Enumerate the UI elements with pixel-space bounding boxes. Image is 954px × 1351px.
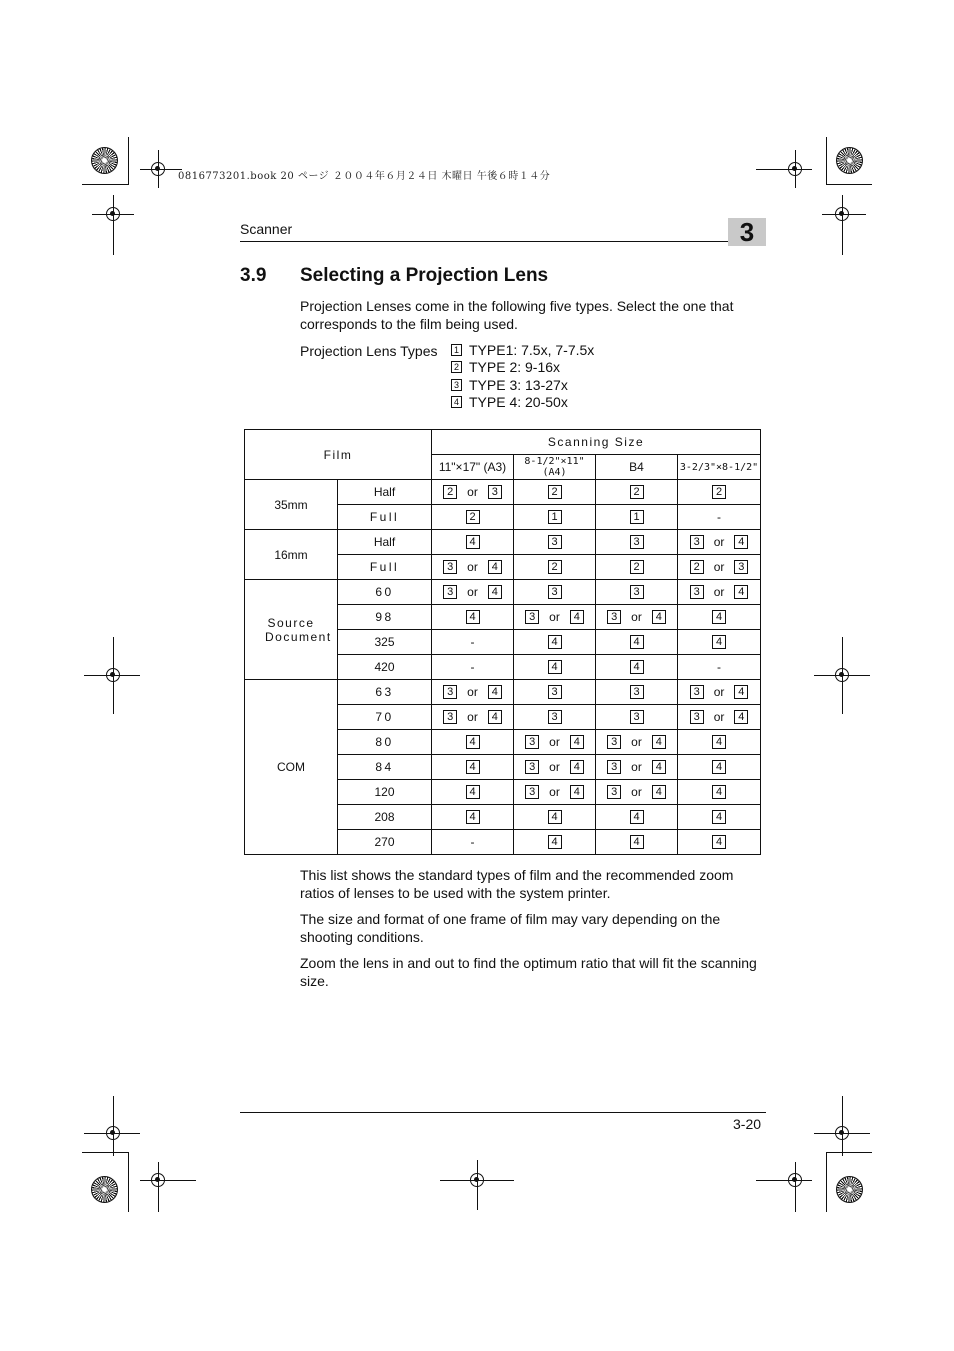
chapter-badge: 3: [728, 218, 766, 246]
lens-type-key: 3: [548, 535, 562, 549]
lens-cell: [596, 730, 678, 755]
lens-type-key: 4: [466, 610, 480, 624]
header-rule: [240, 241, 766, 242]
lens-type-key: 3: [525, 735, 539, 749]
lens-type-key: 4: [734, 535, 748, 549]
lens-cell: [596, 480, 678, 505]
lens-cell: [596, 530, 678, 555]
lens-cell: [596, 580, 678, 605]
lens-cell: [514, 655, 596, 680]
lens-cell: [596, 755, 678, 780]
lens-type-key: 3: [525, 610, 539, 624]
lens-type-item: [451, 376, 594, 394]
lens-type-key: 4: [712, 785, 726, 799]
lens-selection-table: [244, 429, 761, 855]
lens-cell: [432, 555, 514, 580]
film-subtype-label: 84: [338, 755, 432, 780]
lens-type-key: 4: [734, 585, 748, 599]
lens-type-key: 3: [443, 685, 457, 699]
running-head: Scanner: [240, 221, 293, 237]
lens-cell: [514, 705, 596, 730]
lens-cell: [678, 755, 761, 780]
lens-cell: [514, 580, 596, 605]
lens-cell: -: [432, 830, 514, 855]
lens-type-key: 3: [607, 785, 621, 799]
or-text: or: [713, 685, 725, 700]
lens-cell: [678, 580, 761, 605]
lens-cell: [432, 730, 514, 755]
lens-type-key: 3: [548, 585, 562, 599]
lens-cell: [432, 780, 514, 805]
film-subtype-label: 325: [338, 630, 432, 655]
lens-cell: [432, 505, 514, 530]
lens-type-key: 4: [466, 810, 480, 824]
lens-cell: [432, 680, 514, 705]
lens-cell: [514, 730, 596, 755]
registration-sunburst-icon: [836, 147, 863, 174]
or-text: or: [713, 560, 725, 575]
lens-type-key: 4: [466, 785, 480, 799]
lens-type-item: [451, 394, 594, 412]
lens-type-key: 4: [630, 835, 644, 849]
lens-type-key: 4: [466, 535, 480, 549]
lens-type-key: 2: [712, 485, 726, 499]
table-row: [245, 530, 761, 555]
registration-sunburst-icon: [91, 1176, 118, 1203]
film-subtype-label: Full: [338, 505, 432, 530]
intro-paragraph: Projection Lenses come in the following five types. Select the one that corresponds to the film being used.: [300, 298, 734, 332]
or-text: or: [549, 735, 560, 750]
film-subtype-label: Half: [338, 480, 432, 505]
lens-cell: [596, 780, 678, 805]
lens-type-key: 3: [525, 760, 539, 774]
lens-type-key: 4: [734, 685, 748, 699]
lens-type-key: 4: [630, 635, 644, 649]
or-text: or: [467, 560, 478, 575]
lens-type-text: TYPE1: 7.5x, 7-7.5x: [469, 341, 595, 358]
or-text: or: [631, 735, 642, 750]
lens-cell: -: [432, 630, 514, 655]
lens-cell: -: [678, 655, 761, 680]
lens-type-key: 4: [734, 710, 748, 724]
lens-cell: [678, 730, 761, 755]
lens-type-key: 1: [630, 510, 644, 524]
lens-cell: [514, 605, 596, 630]
lens-cell: [678, 780, 761, 805]
lens-type-key: 3: [525, 785, 539, 799]
or-text: or: [467, 685, 478, 700]
film-header: Film: [245, 430, 432, 480]
lens-cell: [432, 530, 514, 555]
lens-type-key: 4: [712, 735, 726, 749]
lens-cell: [514, 830, 596, 855]
lens-cell: [678, 555, 761, 580]
or-text: or: [713, 710, 725, 725]
section-number: 3.9: [240, 265, 267, 286]
lens-type-key: 1: [451, 344, 462, 356]
lens-cell: [678, 530, 761, 555]
lens-cell: [432, 705, 514, 730]
lens-type-key: 4: [488, 685, 502, 699]
film-subtype-label: 208: [338, 805, 432, 830]
page-number: 3-20: [733, 1116, 762, 1132]
lens-type-item: [451, 341, 594, 359]
lens-type-key: 4: [712, 760, 726, 774]
lens-cell: [514, 530, 596, 555]
lens-type-key: 3: [630, 710, 644, 724]
lens-cell: -: [432, 655, 514, 680]
scanning-size-header: Scanning Size: [432, 430, 761, 455]
lens-cell: [432, 480, 514, 505]
lens-cell: [514, 630, 596, 655]
lens-type-key: 4: [652, 610, 666, 624]
lens-cell: [678, 805, 761, 830]
or-text: or: [549, 785, 560, 800]
film-subtype-label: 270: [338, 830, 432, 855]
lens-cell: [678, 705, 761, 730]
film-subtype-label: 63: [338, 680, 432, 705]
lens-cell: [596, 555, 678, 580]
lens-cell: [432, 580, 514, 605]
film-subtype-label: 120: [338, 780, 432, 805]
lens-cell: [514, 555, 596, 580]
lens-type-key: 3: [548, 685, 562, 699]
or-text: or: [631, 610, 642, 625]
size-column-header: 3-2/3"×8-1/2": [678, 455, 761, 480]
lens-types-list: [451, 341, 594, 411]
lens-type-key: 3: [690, 535, 704, 549]
lens-type-key: 4: [712, 835, 726, 849]
lens-type-key: 3: [607, 760, 621, 774]
film-subtype-label: 420: [338, 655, 432, 680]
lens-type-key: 3: [451, 379, 462, 391]
lens-type-key: 2: [630, 560, 644, 574]
film-group-label: Source Document: [245, 580, 338, 680]
lens-type-key: 3: [690, 710, 704, 724]
lens-type-key: 2: [443, 485, 457, 499]
lens-cell: [514, 505, 596, 530]
film-group-label: 16mm: [245, 530, 338, 580]
or-text: or: [467, 485, 478, 500]
table-row: [245, 480, 761, 505]
or-text: or: [713, 535, 725, 550]
lens-type-key: 4: [548, 635, 562, 649]
lens-cell: [596, 505, 678, 530]
lens-type-text: TYPE 2: 9-16x: [469, 359, 561, 376]
or-text: or: [549, 610, 560, 625]
lens-type-key: 4: [451, 396, 462, 408]
or-text: or: [467, 585, 478, 600]
or-text: or: [549, 760, 560, 775]
film-subtype-label: 80: [338, 730, 432, 755]
table-row: [245, 680, 761, 705]
lens-type-key: 3: [690, 685, 704, 699]
size-column-header: 11"×17" (A3): [432, 455, 514, 480]
film-subtype-label: 60: [338, 580, 432, 605]
lens-cell: [678, 630, 761, 655]
film-subtype-label: 98: [338, 605, 432, 630]
lens-type-key: 4: [652, 735, 666, 749]
size-column-header: B4: [596, 455, 678, 480]
lens-type-key: 3: [488, 485, 502, 499]
lens-type-key: 3: [630, 535, 644, 549]
lens-type-key: 4: [570, 610, 584, 624]
lens-type-key: 2: [548, 485, 562, 499]
film-group-label: COM: [245, 680, 338, 855]
lens-type-key: 4: [466, 735, 480, 749]
lens-type-key: 4: [630, 660, 644, 674]
lens-type-key: 4: [712, 610, 726, 624]
registration-sunburst-icon: [836, 1176, 863, 1203]
footer-rule: [240, 1112, 766, 1113]
lens-type-key: 2: [466, 510, 480, 524]
lens-cell: [432, 755, 514, 780]
lens-type-key: 3: [607, 610, 621, 624]
lens-cell: [596, 680, 678, 705]
lens-type-key: 4: [712, 635, 726, 649]
lens-cell: [678, 680, 761, 705]
lens-cell: [596, 830, 678, 855]
lens-type-key: 4: [548, 660, 562, 674]
lens-cell: [596, 705, 678, 730]
lens-type-key: 3: [548, 710, 562, 724]
note-paragraph: The size and format of one frame of film may vary depending on the shooting conditions.: [300, 911, 721, 945]
lens-cell: [678, 480, 761, 505]
lens-type-key: 4: [570, 735, 584, 749]
section-title: Selecting a Projection Lens: [300, 265, 549, 286]
lens-type-key: 4: [548, 835, 562, 849]
lens-cell: [596, 605, 678, 630]
lens-type-key: 1: [548, 510, 562, 524]
lens-type-key: 3: [443, 560, 457, 574]
lens-type-key: 2: [630, 485, 644, 499]
or-text: or: [467, 710, 478, 725]
lens-type-key: 3: [690, 585, 704, 599]
lens-types-label: Projection Lens Types: [300, 343, 438, 359]
lens-type-key: 4: [548, 810, 562, 824]
lens-type-key: 4: [488, 710, 502, 724]
lens-type-text: TYPE 4: 20-50x: [469, 394, 568, 411]
lens-cell: [514, 680, 596, 705]
lens-cell: [678, 830, 761, 855]
lens-type-key: 4: [652, 785, 666, 799]
lens-type-key: 3: [443, 585, 457, 599]
lens-cell: [432, 805, 514, 830]
lens-cell: [432, 605, 514, 630]
lens-type-key: 3: [734, 560, 748, 574]
lens-type-key: 4: [630, 810, 644, 824]
or-text: or: [713, 585, 725, 600]
lens-cell: [596, 655, 678, 680]
lens-type-text: TYPE 3: 13-27x: [469, 376, 568, 393]
lens-type-key: 3: [443, 710, 457, 724]
note-paragraph: This list shows the standard types of film and the recommended zoom ratios of lenses to be used with the system printer.: [300, 867, 734, 901]
lens-type-key: 4: [652, 760, 666, 774]
lens-type-key: 4: [570, 785, 584, 799]
lens-cell: [514, 755, 596, 780]
lens-cell: [514, 480, 596, 505]
print-header: 0816773201.book 20 ページ ２００４年６月２４日 木曜日 午後６時１４分: [178, 171, 551, 182]
film-subtype-label: 70: [338, 705, 432, 730]
lens-type-key: 2: [690, 560, 704, 574]
lens-type-key: 3: [607, 735, 621, 749]
lens-type-key: 3: [630, 585, 644, 599]
lens-type-key: 3: [630, 685, 644, 699]
lens-cell: [514, 805, 596, 830]
film-group-label: 35mm: [245, 480, 338, 530]
registration-sunburst-icon: [91, 147, 118, 174]
film-subtype-label: Full: [338, 555, 432, 580]
lens-cell: [596, 805, 678, 830]
note-paragraph: Zoom the lens in and out to find the optimum ratio that will fit the scanning size.: [300, 955, 757, 989]
lens-type-key: 4: [488, 585, 502, 599]
lens-type-key: 2: [451, 361, 462, 373]
lens-type-key: 4: [712, 810, 726, 824]
table-row: [245, 580, 761, 605]
or-text: or: [631, 760, 642, 775]
or-text: or: [631, 785, 642, 800]
lens-type-key: 2: [548, 560, 562, 574]
size-column-header: 8-1/2"×11" (A4): [514, 455, 596, 480]
lens-type-key: 4: [570, 760, 584, 774]
film-subtype-label: Half: [338, 530, 432, 555]
lens-cell: [514, 780, 596, 805]
lens-type-key: 4: [488, 560, 502, 574]
lens-cell: -: [678, 505, 761, 530]
lens-type-item: [451, 359, 594, 377]
lens-cell: [596, 630, 678, 655]
lens-type-key: 4: [466, 760, 480, 774]
lens-cell: [678, 605, 761, 630]
